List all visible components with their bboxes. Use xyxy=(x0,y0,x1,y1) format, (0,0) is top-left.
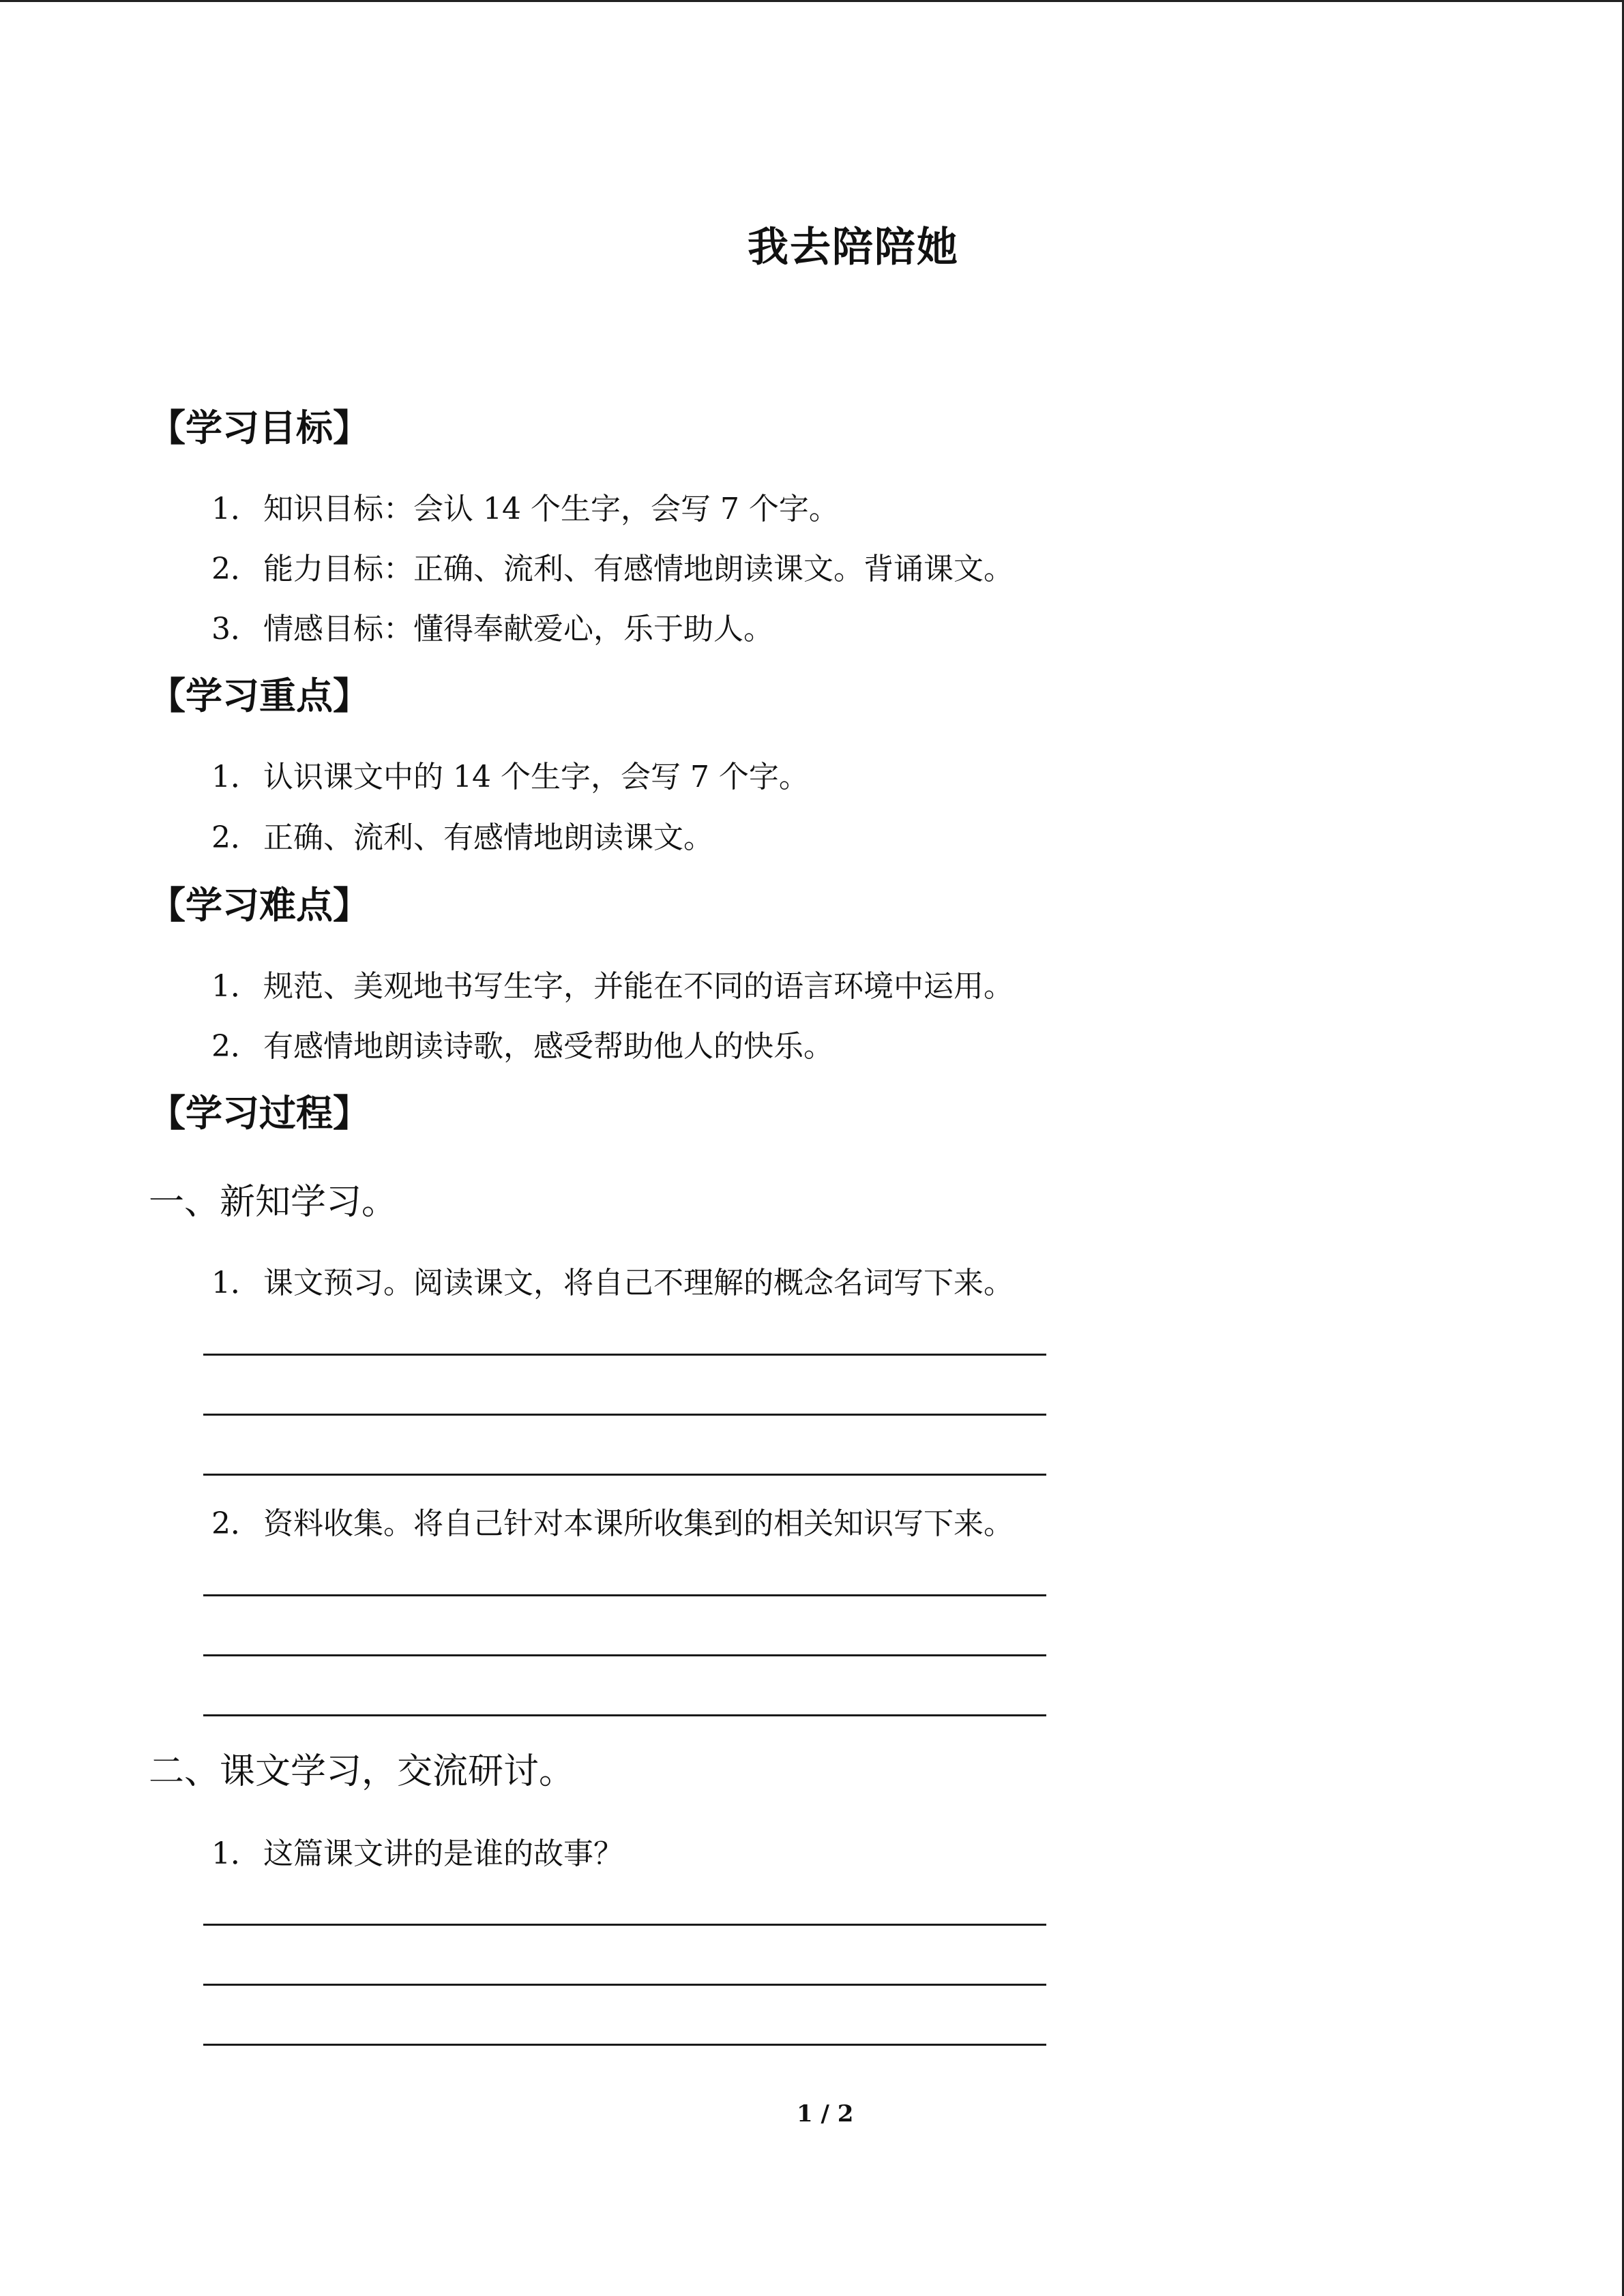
process-part1-item-2 xyxy=(211,1499,1014,1542)
item-text: 正确、流利、有感情地朗读课文。 xyxy=(263,820,713,855)
item-number: 2． xyxy=(211,1506,261,1541)
item-number: 2． xyxy=(211,820,261,855)
answer-line[interactable] xyxy=(203,1414,1046,1416)
answer-line[interactable] xyxy=(203,2044,1046,2046)
item-number: 1． xyxy=(211,969,261,1004)
item-text: 课文预习。阅读课文，将自己不理解的概念名词写下来。 xyxy=(263,1266,1014,1300)
page-top-border xyxy=(0,0,1624,2)
document-title: 我去陪陪她 xyxy=(748,224,959,271)
part-heading-text-study: 二、课文学习，交流研讨。 xyxy=(149,1751,575,1792)
difficulty-item-2 xyxy=(211,1022,833,1065)
goal-item-3 xyxy=(211,604,773,648)
item-number: 1． xyxy=(211,492,261,526)
item-number: 3． xyxy=(211,612,261,646)
item-text: 资料收集。将自己针对本课所收集到的相关知识写下来。 xyxy=(263,1506,1014,1541)
answer-line[interactable] xyxy=(203,1714,1046,1716)
answer-line[interactable] xyxy=(203,1654,1046,1656)
answer-line[interactable] xyxy=(203,1354,1046,1356)
part-heading-new-knowledge: 一、新知学习。 xyxy=(149,1182,398,1223)
item-number: 2． xyxy=(211,1029,261,1064)
answer-line[interactable] xyxy=(203,1474,1046,1476)
item-number: 1． xyxy=(211,760,261,794)
answer-line[interactable] xyxy=(203,1594,1046,1596)
section-heading-difficulties: 【学习难点】 xyxy=(149,883,370,927)
item-text: 知识目标：会认 14 个生字，会写 7 个字。 xyxy=(263,492,839,526)
item-text: 认识课文中的 14 个生字，会写 7 个字。 xyxy=(263,760,809,794)
key-point-item-2 xyxy=(211,813,713,856)
item-text: 情感目标：懂得奉献爱心，乐于助人。 xyxy=(263,612,773,646)
page-number: 1 / 2 xyxy=(797,2100,854,2128)
section-heading-key-points: 【学习重点】 xyxy=(149,674,370,717)
process-part1-item-1 xyxy=(211,1258,1014,1302)
section-heading-goals: 【学习目标】 xyxy=(149,406,370,449)
item-number: 1． xyxy=(211,1266,261,1300)
item-number: 2． xyxy=(211,552,261,586)
item-text: 有感情地朗读诗歌，感受帮助他人的快乐。 xyxy=(263,1029,833,1064)
item-number: 1． xyxy=(211,1836,261,1871)
goal-item-2 xyxy=(211,544,1014,588)
item-text: 这篇课文讲的是谁的故事？ xyxy=(263,1836,623,1871)
answer-line[interactable] xyxy=(203,1984,1046,1986)
item-text: 规范、美观地书写生字，并能在不同的语言环境中运用。 xyxy=(263,969,1014,1004)
key-point-item-1 xyxy=(211,752,809,796)
difficulty-item-1 xyxy=(211,961,1014,1005)
item-text: 能力目标：正确、流利、有感情地朗读课文。背诵课文。 xyxy=(263,552,1014,586)
section-heading-process: 【学习过程】 xyxy=(149,1091,370,1135)
goal-item-1 xyxy=(211,484,839,528)
answer-line[interactable] xyxy=(203,1924,1046,1926)
process-part2-item-1 xyxy=(211,1829,623,1873)
